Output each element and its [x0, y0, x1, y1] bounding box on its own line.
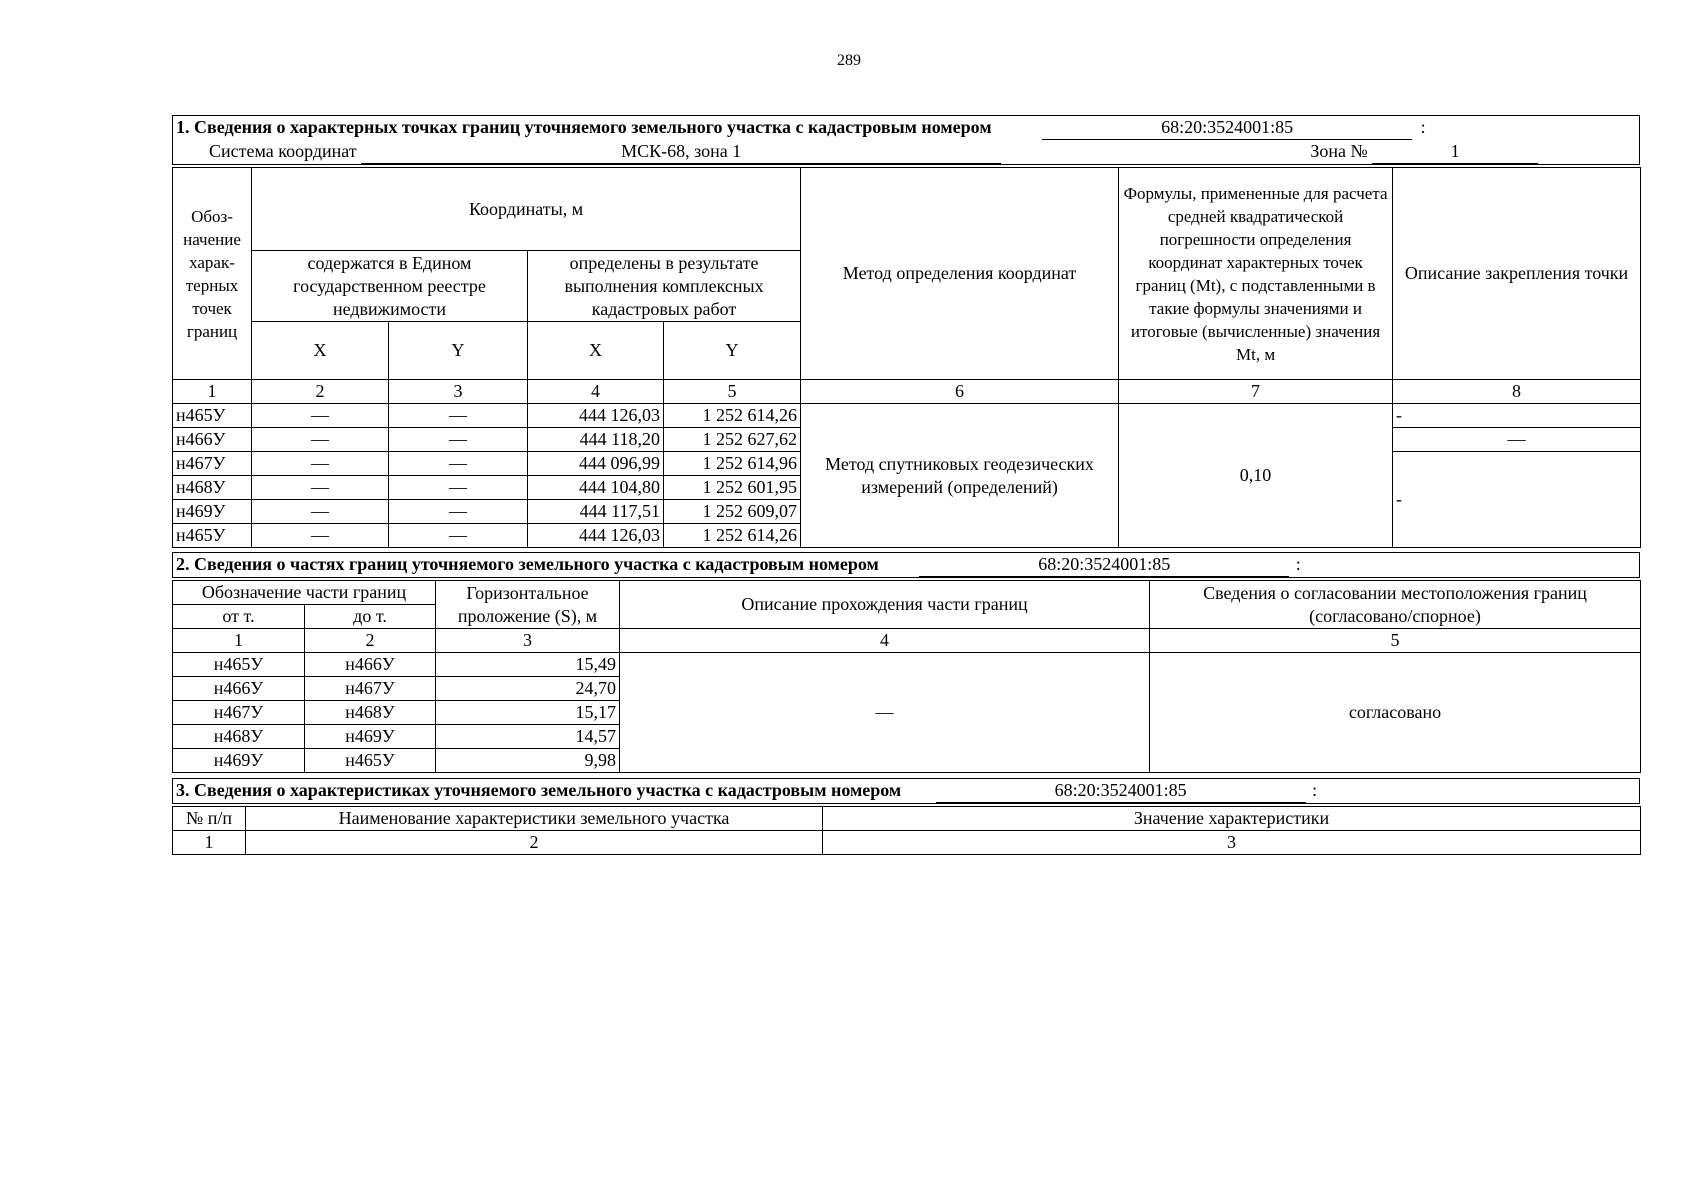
section-2-cadastral-number: 68:20:3524001:85 — [919, 553, 1289, 577]
x-registry: — — [252, 524, 389, 548]
fixing-value: — — [1393, 428, 1641, 452]
table-row — [173, 653, 1641, 677]
col-number: 6 — [801, 380, 1119, 404]
header-to: до т. — [305, 605, 436, 629]
zone-value: 1 — [1372, 140, 1538, 164]
to-point: н469У — [305, 725, 436, 749]
header-horizontal: Горизонтальное проложение (S), м — [436, 581, 620, 629]
x-registry: — — [252, 428, 389, 452]
agreement-value: согласовано — [1150, 653, 1641, 773]
col-number: 1 — [173, 380, 252, 404]
col-number: 4 — [620, 629, 1150, 653]
fixing-value: - — [1393, 404, 1641, 428]
y-registry: — — [389, 476, 528, 500]
col-number: 2 — [246, 831, 823, 855]
header-coordinates: Координаты, м — [252, 168, 801, 251]
point-id: н466У — [173, 428, 252, 452]
y-registry: — — [389, 452, 528, 476]
fixing-value: - — [1393, 452, 1641, 548]
col-number: 2 — [252, 380, 389, 404]
from-point: н466У — [173, 677, 305, 701]
header-no: № п/п — [173, 807, 246, 831]
section-2-colon: : — [1295, 554, 1301, 574]
from-point: н469У — [173, 749, 305, 773]
y-value: 1 252 601,95 — [664, 476, 801, 500]
horizontal-value: 14,57 — [436, 725, 620, 749]
header-method: Метод определения координат — [801, 168, 1119, 380]
point-id: н469У — [173, 500, 252, 524]
section-1-cadastral-number: 68:20:3524001:85 — [1042, 116, 1412, 140]
x-registry: — — [252, 404, 389, 428]
point-id: н468У — [173, 476, 252, 500]
page-number: 289 — [837, 52, 861, 69]
section-1 — [172, 115, 1640, 548]
to-point: н465У — [305, 749, 436, 773]
section-3-title: 3. Сведения о характеристиках уточняемого земельного участка с кадастровым номером — [176, 780, 902, 800]
horizontal-value: 9,98 — [436, 749, 620, 773]
section-2-title: 2. Сведения о частях границ уточняемого земельного участка с кадастровым номером — [176, 554, 879, 574]
point-id: н467У — [173, 452, 252, 476]
x-value: 444 104,80 — [528, 476, 664, 500]
header-part: Обозначение части границ — [173, 581, 436, 605]
from-point: н465У — [173, 653, 305, 677]
coord-system-label: Система координат — [209, 141, 357, 161]
x-registry: — — [252, 452, 389, 476]
col-number: 7 — [1119, 380, 1393, 404]
section-2-header — [172, 552, 1640, 578]
horizontal-value: 15,17 — [436, 701, 620, 725]
y-value: 1 252 614,96 — [664, 452, 801, 476]
y-value: 1 252 614,26 — [664, 404, 801, 428]
mt-value: 0,10 — [1119, 404, 1393, 548]
zone-label: Зона № — [1310, 141, 1368, 161]
col-number: 3 — [823, 831, 1641, 855]
col-number: 1 — [173, 629, 305, 653]
section-1-colon: : — [1420, 117, 1426, 137]
parts-table — [172, 580, 1641, 773]
col-number: 5 — [664, 380, 801, 404]
x-registry: — — [252, 476, 389, 500]
header-name: Наименование характеристики земельного участка — [246, 807, 823, 831]
x-registry: — — [252, 500, 389, 524]
point-id: н465У — [173, 524, 252, 548]
y-value: 1 252 609,07 — [664, 500, 801, 524]
horizontal-value: 15,49 — [436, 653, 620, 677]
to-point: н467У — [305, 677, 436, 701]
header-in-registry: содержатся в Едином государственном реестре недвижимости — [252, 251, 528, 322]
y-registry: — — [389, 500, 528, 524]
y-value: 1 252 627,62 — [664, 428, 801, 452]
point-id: н465У — [173, 404, 252, 428]
col-number: 2 — [305, 629, 436, 653]
y-registry: — — [389, 524, 528, 548]
table-row — [173, 404, 1641, 428]
section-3 — [172, 778, 1640, 855]
y-registry: — — [389, 404, 528, 428]
horizontal-value: 24,70 — [436, 677, 620, 701]
y-registry: — — [389, 428, 528, 452]
points-table — [172, 167, 1641, 548]
section-3-cadastral-number: 68:20:3524001:85 — [936, 779, 1306, 803]
header-x-determined: X — [528, 322, 664, 380]
header-fixing: Описание закрепления точки — [1393, 168, 1641, 380]
col-number: 5 — [1150, 629, 1641, 653]
characteristics-table — [172, 806, 1641, 855]
from-point: н467У — [173, 701, 305, 725]
coord-system-value: МСК-68, зона 1 — [361, 140, 1001, 164]
y-value: 1 252 614,26 — [664, 524, 801, 548]
section-3-header — [172, 778, 1640, 804]
header-value: Значение характеристики — [823, 807, 1641, 831]
col-number: 3 — [436, 629, 620, 653]
header-agreement: Сведения о согласовании местоположения границ (согласовано/спорное) — [1150, 581, 1641, 629]
section-3-colon: : — [1312, 780, 1318, 800]
description-value: — — [620, 653, 1150, 773]
header-designation: Обоз-начение харак-терных точек границ — [173, 168, 252, 380]
x-value: 444 126,03 — [528, 524, 664, 548]
col-number: 1 — [173, 831, 246, 855]
col-number: 4 — [528, 380, 664, 404]
header-y-determined: Y — [664, 322, 801, 380]
header-y-registry: Y — [389, 322, 528, 380]
method-value: Метод спутниковых геодезических измерений (определений) — [801, 404, 1119, 548]
header-determined: определены в результате выполнения комплексных кадастровых работ — [528, 251, 801, 322]
header-from: от т. — [173, 605, 305, 629]
col-number: 8 — [1393, 380, 1641, 404]
to-point: н468У — [305, 701, 436, 725]
x-value: 444 126,03 — [528, 404, 664, 428]
section-1-title: 1. Сведения о характерных точках границ уточняемого земельного участка с кадастровым номером — [176, 117, 992, 137]
col-number: 3 — [389, 380, 528, 404]
section-1-header — [172, 115, 1640, 165]
header-x-registry: X — [252, 322, 389, 380]
header-description: Описание прохождения части границ — [620, 581, 1150, 629]
x-value: 444 117,51 — [528, 500, 664, 524]
section-2 — [172, 552, 1640, 773]
from-point: н468У — [173, 725, 305, 749]
header-formulas: Формулы, примененные для расчета средней квадратической погрешности определения координат характерных точек границ (Mt), с подставленными в такие формулы значениями и итоговые (вычисленные) значения Mt, м — [1119, 168, 1393, 380]
to-point: н466У — [305, 653, 436, 677]
x-value: 444 118,20 — [528, 428, 664, 452]
x-value: 444 096,99 — [528, 452, 664, 476]
